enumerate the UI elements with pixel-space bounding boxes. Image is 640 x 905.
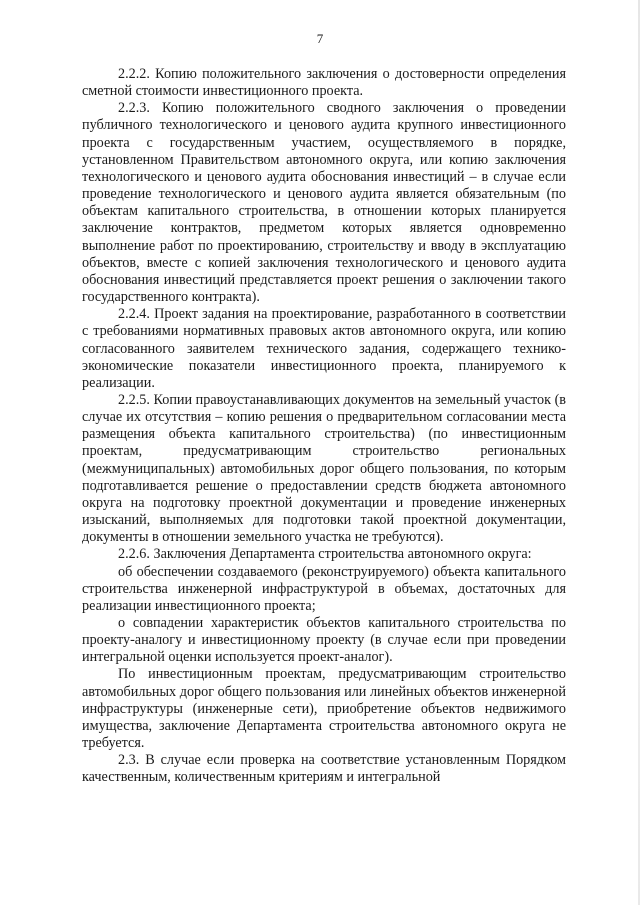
paragraph-2-2-5: 2.2.5. Копии правоустанавливающих документов на земельный участок (в случае их отсутствия – копию решения о предварительном согласовании места размещения объекта капитального строительства) (по инвестиционным проектам, предусматривающим строительство региональных (межмуниципальных) автомобильных дорог общего пользования, по которым подготавливается решение о предоставлении средств бюджета автономного округа на подготовку проектной документации и проведение инженерных изысканий, выполняемых для подготовки такой проектной документации, документы в отношении земельного участка не требуются).	[82, 391, 566, 546]
document-body	[82, 66, 566, 787]
page-number: 7	[316, 31, 324, 46]
paragraph-analog-conclusion: о совпадении характеристик объектов капитального строительства по проекту-аналогу и инвестиционному проекту (в случае если при проведении интегральной оценки используется проект-аналог).	[82, 615, 566, 666]
paragraph-roads-exception: По инвестиционным проектам, предусматривающим строительство автомобильных дорог общего пользования или линейных объектов инженерной инфраструктуры (инженерные сети), приобретение объектов недвижимого имущества, заключение Департамента строительства автономного округа не требуется.	[82, 666, 566, 752]
paragraph-2-2-4: 2.2.4. Проект задания на проектирование, разработанного в соответствии с требованиями нормативных правовых актов автономного округа, или копию согласованного заявителем технического задания, содержащего технико-экономические показатели инвестиционного проекта, планируемого к реализации.	[82, 306, 566, 391]
paragraph-2-2-2: 2.2.2. Копию положительного заключения о достоверности определения сметной стоимости инвестиционного проекта.	[82, 66, 566, 100]
paragraph-2-2-3: 2.2.3. Копию положительного сводного заключения о проведении публичного технологического и ценового аудита крупного инвестиционного проекта с государственным участием, осуществляемого в порядке, установленном Правительством автономного округа, или копию заключения технологического и ценового аудита обоснования инвестиций – в случае если проведение технологического и ценового аудита является обязательным (по объектам капитального строительства, в отношении которых планируется заключение контрактов, предметом которых является одновременно выполнение работ по проектированию, строительству и вводу в эксплуатацию объектов, вместе с копией заключения технологического и ценового аудита обоснования инвестиций представляется проект решения о заключении такого государственного контракта).	[82, 100, 566, 306]
paragraph-2-2-6: 2.2.6. Заключения Департамента строительства автономного округа:	[118, 546, 532, 563]
paragraph-2-3: 2.3. В случае если проверка на соответствие установленным Порядком качественным, количественным критериям и интегральной	[82, 752, 566, 786]
paragraph-infrastructure-conclusion: об обеспечении создаваемого (реконструируемого) объекта капитального строительства инженерной инфраструктурой в объемах, достаточных для реализации инвестиционного проекта;	[82, 563, 566, 614]
